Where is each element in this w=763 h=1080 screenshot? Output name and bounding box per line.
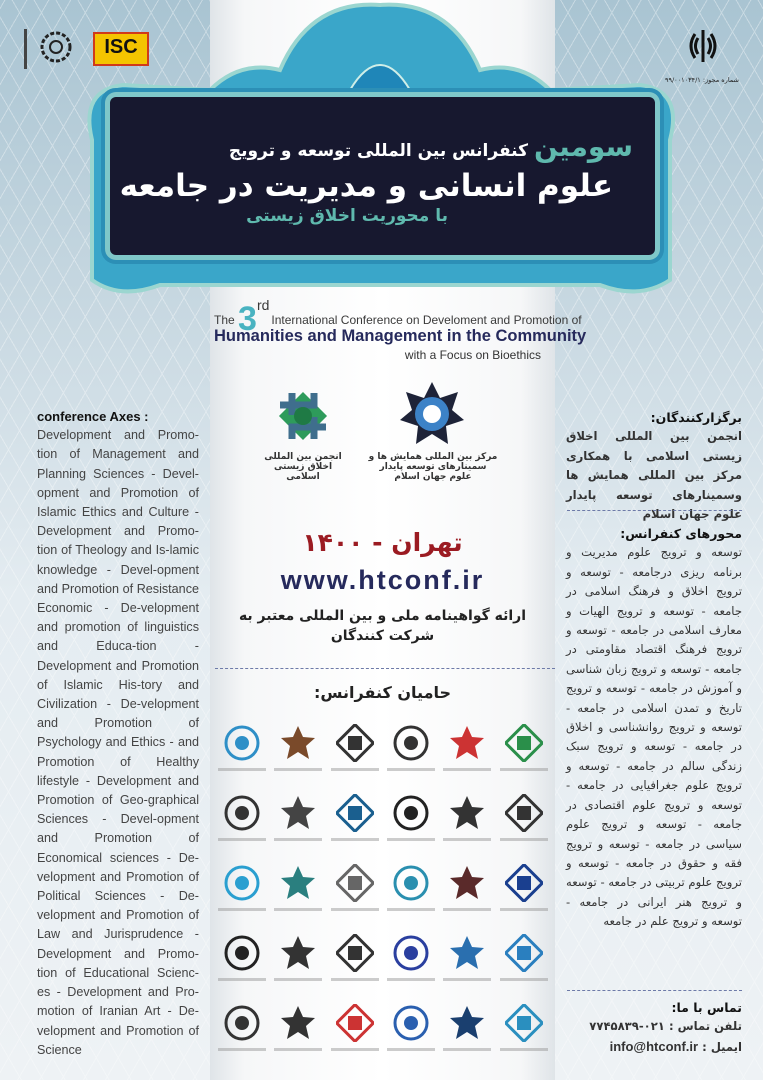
sponsor-caption	[331, 1048, 379, 1051]
title-en-ordinal-suffix: rd	[256, 297, 270, 313]
sponsor-logo	[214, 934, 270, 1004]
sponsor-logo	[439, 864, 495, 934]
permit-number: شماره مجوز: ۹۹/۰۰۱۰۳۴/۱	[664, 76, 740, 84]
contact-section	[566, 998, 742, 1057]
medical-ethics-council-logo	[20, 25, 80, 75]
axes-body-fa: توسعه و ترویج علوم مدیریت و برنامه ریزی درجامعه - توسعه و ترویج اخلاق و فرهنگ اسلامی در جامعه - توسعه و ترویج الهیات و معارف اسلامی در جامعه - توسعه و ترویج فرهنگ اقتصاد مقاومتی در جامعه - توسعه و ترویج زبان شناسی و آموزش در جامعه - توسعه و ترویج تاریخ و تمدن اسلامی در جامعه - توسعه و ترویج روانشناسی و اخلاق در جامعه - توسعه و ترویج سبک زندگی سالم در جامعه - توسعه و ترویج علوم جغرافیایی در جامعه - توسعه و ترویج علوم اقتصادی در جامعه - توسعه و ترویج علوم سیاسی در جامعه - توسعه و ترویج فقه و حقوق در جامعه - توسعه و ترویج علوم تربیتی در جامعه - توسعه و ترویج هنر ایرانی در جامعه - توسعه و ترویج علم در جامعه	[566, 545, 742, 929]
sponsor-emblem-icon	[448, 724, 486, 762]
sponsor-emblem-icon	[279, 1004, 317, 1042]
sponsor-emblem-icon	[392, 934, 430, 972]
sponsor-emblem-icon	[279, 724, 317, 762]
divider	[215, 668, 555, 669]
sponsor-caption	[387, 838, 435, 841]
title-en-ordinal: 3	[238, 300, 257, 338]
sponsor-emblem-icon	[392, 794, 430, 832]
sponsor-caption	[274, 978, 322, 981]
phone-row	[566, 1017, 742, 1036]
sponsors-title: حامیان کنفرانس:	[313, 683, 452, 702]
sponsor-emblem-icon	[279, 864, 317, 902]
sponsor-logo	[270, 864, 326, 934]
sponsor-emblem-icon	[279, 794, 317, 832]
sponsor-logo	[383, 864, 439, 934]
sponsor-emblem-icon	[336, 1004, 374, 1042]
sponsor-caption	[387, 908, 435, 911]
sponsor-logo	[327, 1004, 383, 1074]
email-label: ایمیل :	[702, 1039, 742, 1054]
sponsor-emblem-icon	[223, 934, 261, 972]
sponsor-emblem-icon	[223, 864, 261, 902]
sponsor-caption	[218, 908, 266, 911]
sponsor-caption	[274, 1048, 322, 1051]
sponsor-logo	[439, 1004, 495, 1074]
sponsor-caption	[331, 978, 379, 981]
sponsor-caption	[218, 978, 266, 981]
sponsor-logo	[327, 934, 383, 1004]
divider	[567, 990, 742, 991]
sponsor-caption	[500, 768, 548, 771]
sponsor-logo	[214, 864, 270, 934]
sponsor-emblem-icon	[448, 864, 486, 902]
sponsor-emblem-icon	[336, 724, 374, 762]
sponsor-emblem-icon	[223, 724, 261, 762]
title-highlight: سومین	[533, 130, 633, 163]
organizers-heading: برگزارکنندگان:	[650, 410, 742, 425]
organizer-2-name: مرکز بین المللی همایش ها و سمینارهای توسعه پایدار علوم جهان اسلام	[368, 452, 498, 482]
phone-number[interactable]: ۰۲۱-۷۷۴۵۸۳۹	[589, 1019, 665, 1034]
sponsor-emblem-icon	[505, 794, 543, 832]
title-fa-line1	[229, 130, 633, 163]
title-en-line1-text: International Conference on Develoment and Promotion of	[271, 313, 582, 327]
sponsor-emblem-icon	[505, 1004, 543, 1042]
axes-body-en: Development and Promo-tion of Management and Planning Sciences - Devel-opment and Promotion of Islamic Ethics and Culture - Development and Promo-tion of Theology and Is-lamic knowledge - Devel-opment and Promotion of Resistance Economic - De-velopment and promotion of linguistics and Educa-tion - Development and Promotion of Islamic His-tory and Civilization - De-velopment and Promotion of Psychology and Ethics - and Promotion of Healthy lifestyle - Development and Promotion of Geo-graphical Sciences - Devel-opment and Promotion of Economical sciences - De-velopment and Promotion of Political Sciences - De-velopment and Promotion of Law and Jurisprudence - Development and Promo-tion of Educational Scienc-es - Development and Pro-motion of Iranian Art - De-velopment and Promotion of Science	[37, 428, 199, 1057]
axes-heading-en: conference Axes :	[37, 409, 149, 424]
sponsor-caption	[443, 978, 491, 981]
international-conference-center-logo	[398, 380, 466, 448]
sponsor-caption	[443, 908, 491, 911]
sponsor-caption	[387, 1048, 435, 1051]
sponsor-emblem-icon	[392, 1004, 430, 1042]
sponsor-emblem-icon	[505, 724, 543, 762]
organizers-section	[566, 408, 742, 524]
sponsor-caption	[443, 1048, 491, 1051]
contact-heading: تماس با ما:	[671, 1000, 742, 1015]
sponsor-emblem-icon	[279, 934, 317, 972]
sponsor-caption	[387, 978, 435, 981]
divider	[567, 510, 742, 511]
sponsor-logo	[383, 934, 439, 1004]
sponsor-logo	[439, 934, 495, 1004]
city-year: تهران - ۱۴۰۰	[302, 528, 463, 557]
sponsor-logo	[383, 794, 439, 864]
sponsor-caption	[331, 768, 379, 771]
sponsor-emblem-icon	[336, 794, 374, 832]
sponsor-caption	[274, 768, 322, 771]
isc-logo: ISC	[93, 32, 149, 66]
title-fa-line2: علوم انسانی و مدیریت در جامعه	[119, 168, 613, 204]
sponsor-caption	[500, 838, 548, 841]
sponsor-logo	[327, 724, 383, 794]
organizers-body: انجمن بین المللی اخلاق زیستی اسلامی با همکاری مرکز بین المللی همایش ها وسمینارهای توسعه پایدار علوم جهان اسلام	[566, 429, 742, 522]
sponsor-emblem-icon	[336, 864, 374, 902]
sponsor-logo	[439, 794, 495, 864]
sponsor-logo	[327, 864, 383, 934]
title-en-prefix: The	[214, 313, 235, 327]
sponsor-caption	[331, 908, 379, 911]
sponsor-logo	[214, 724, 270, 794]
title-fa-line3: با محوریت اخلاق زیستی	[246, 206, 448, 226]
sponsor-logo	[214, 1004, 270, 1074]
sponsor-emblem-icon	[448, 794, 486, 832]
iran-emblem-logo	[683, 26, 723, 66]
sponsor-logo	[496, 724, 552, 794]
phone-label: تلفن تماس :	[668, 1019, 742, 1034]
sponsor-logos-grid	[214, 724, 552, 1074]
organizer-1-name: انجمن بین المللی اخلاق زیستی اسلامی	[264, 452, 342, 482]
email-address[interactable]: info@htconf.ir	[609, 1038, 699, 1054]
sponsor-logo	[270, 794, 326, 864]
sponsor-caption	[500, 1048, 548, 1051]
sponsor-emblem-icon	[392, 724, 430, 762]
sponsor-emblem-icon	[505, 934, 543, 972]
sponsor-logo	[270, 934, 326, 1004]
sponsor-emblem-icon	[223, 794, 261, 832]
sponsor-emblem-icon	[448, 1004, 486, 1042]
sponsor-logo	[270, 1004, 326, 1074]
sponsor-logo	[496, 864, 552, 934]
sponsor-caption	[443, 838, 491, 841]
sponsor-logo	[214, 794, 270, 864]
certificate-text: ارائه گواهینامه ملی و بین المللی معتبر به شرکت کنندگان	[238, 608, 527, 644]
sponsor-caption	[387, 768, 435, 771]
islamic-bioethics-association-logo	[272, 385, 334, 447]
sponsor-caption	[218, 768, 266, 771]
sponsor-logo	[327, 794, 383, 864]
sponsor-caption	[443, 768, 491, 771]
sponsor-logo	[496, 794, 552, 864]
sponsor-logo	[383, 1004, 439, 1074]
sponsor-logo	[270, 724, 326, 794]
email-row	[566, 1037, 742, 1057]
sponsor-caption	[274, 908, 322, 911]
sponsor-caption	[218, 1048, 266, 1051]
conference-axes-en	[37, 407, 199, 1060]
sponsor-emblem-icon	[505, 864, 543, 902]
conference-axes-fa	[566, 524, 742, 932]
website-link[interactable]: www.htconf.ir	[280, 565, 485, 595]
sponsor-emblem-icon	[392, 864, 430, 902]
sponsor-emblem-icon	[336, 934, 374, 972]
sponsor-caption	[331, 838, 379, 841]
title-en-line2: Humanities and Management in the Community	[214, 327, 587, 345]
sponsor-emblem-icon	[448, 934, 486, 972]
title-en-line3: with a Focus on Bioethics	[404, 348, 541, 362]
sponsor-logo	[439, 724, 495, 794]
sponsor-logo	[383, 724, 439, 794]
sponsor-emblem-icon	[223, 1004, 261, 1042]
sponsor-logo	[496, 934, 552, 1004]
sponsor-caption	[500, 978, 548, 981]
sponsor-logo	[496, 1004, 552, 1074]
title-line1-text: کنفرانس بین المللی توسعه و ترویج	[228, 141, 529, 161]
axes-heading-fa: محورهای کنفرانس:	[620, 526, 742, 541]
sponsor-caption	[500, 908, 548, 911]
sponsor-caption	[218, 838, 266, 841]
sponsor-caption	[274, 838, 322, 841]
